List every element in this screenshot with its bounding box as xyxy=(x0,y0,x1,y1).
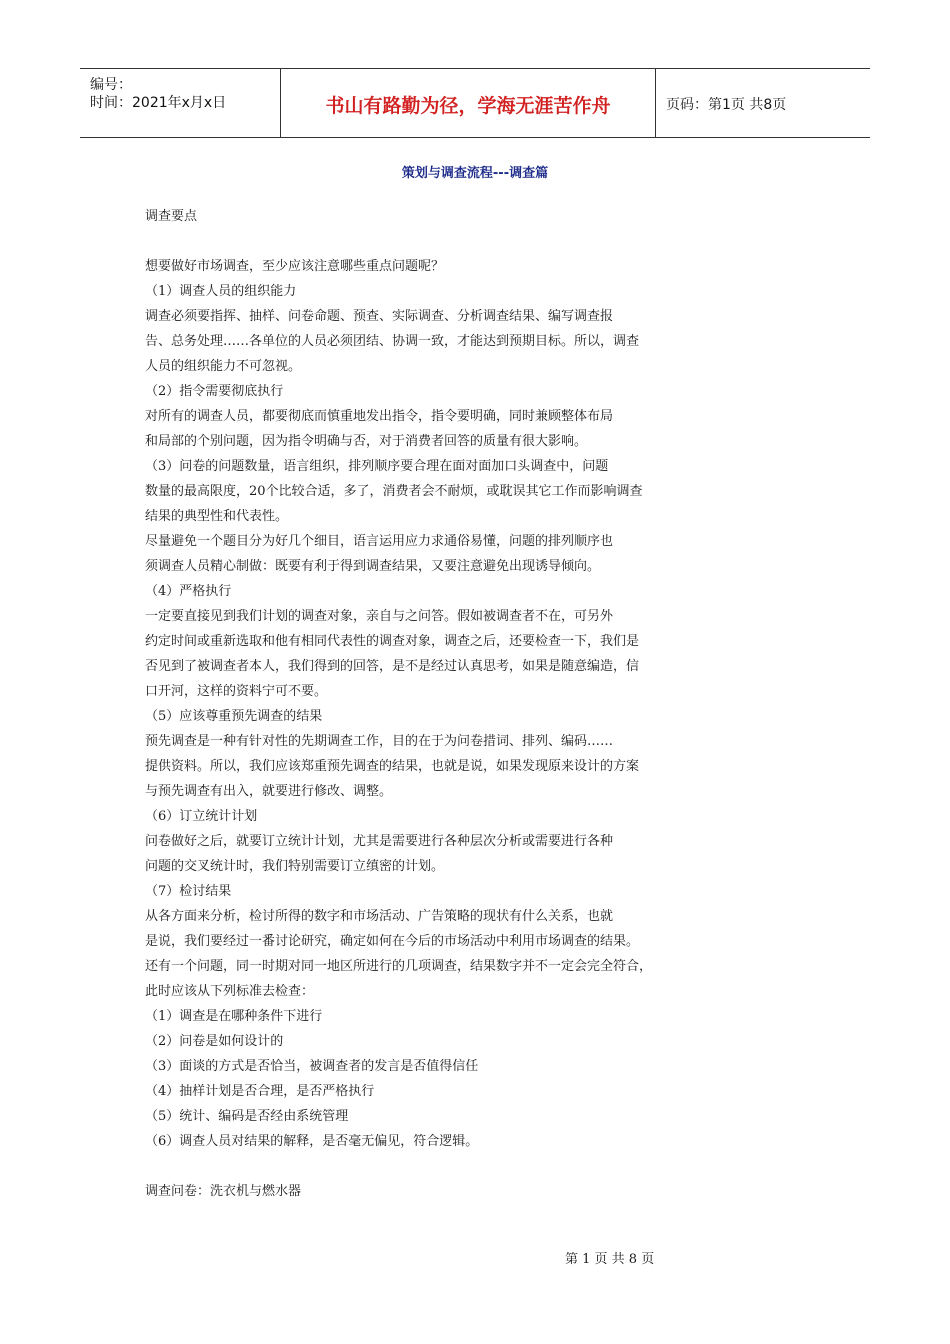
document-title: 策划与调查流程---调查篇 xyxy=(401,166,549,181)
body-line: （5）统计、编码是否经由系统管理 xyxy=(145,1109,349,1124)
body-line: 问卷做好之后，就要订立统计计划，尤其是需要进行各种层次分析或需要进行各种 xyxy=(145,834,614,849)
body-line: 否见到了被调查者本人，我们得到的回答，是不是经过认真思考，如果是随意编造，信 xyxy=(145,659,640,674)
body-line: （3）面谈的方式是否恰当，被调查者的发言是否值得信任 xyxy=(145,1059,479,1074)
body-line: （1）调查人员的组织能力 xyxy=(145,284,297,299)
body-line: （4）抽样计划是否合理，是否严格执行 xyxy=(145,1084,375,1099)
page-info: 页码：第1页 共8页 xyxy=(666,97,787,113)
header-meta-cell xyxy=(80,69,280,137)
body-line: （2）问卷是如何设计的 xyxy=(145,1034,284,1049)
body-line: 是说，我们要经过一番讨论研究，确定如何在今后的市场活动中利用市场调查的结果。 xyxy=(145,934,640,949)
number-label: 编号： xyxy=(90,77,132,93)
motto-text: 书山有路勤为径，学海无涯苦作舟 xyxy=(325,95,611,117)
body-line: 调查必须要指挥、抽样、问卷命题、预查、实际调查、分析调查结果、编写调查报 xyxy=(145,309,614,324)
body-line: 从各方面来分析，检讨所得的数字和市场活动、广告策略的现状有什么关系，也就 xyxy=(145,909,614,924)
body-line: （5）应该尊重预先调查的结果 xyxy=(145,709,323,724)
body-line: （4）严格执行 xyxy=(145,584,232,599)
body-line: 须调查人员精心制做：既要有利于得到调查结果，又要注意避免出现诱导倾向。 xyxy=(145,559,601,574)
body-line: 告、总务处理……各单位的人员必须团结、协调一致，才能达到预期目标。所以，调查 xyxy=(145,334,640,349)
body-line: 结果的典型性和代表性。 xyxy=(145,509,289,524)
body-line: 数量的最高限度，20个比较合适，多了，消费者会不耐烦，或耽误其它工作而影响调查 xyxy=(145,484,643,499)
body-line: 还有一个问题，同一时期对同一地区所进行的几项调查，结果数字并不一定会完全符合， xyxy=(145,959,653,974)
body-line: 与预先调查有出入，就要进行修改、调整。 xyxy=(145,784,393,799)
body-line: 此时应该从下列标准去检查： xyxy=(145,984,315,999)
body-line: 和局部的个别问题，因为指令明确与否，对于消费者回答的质量有很大影响。 xyxy=(145,434,588,449)
body-line: 一定要直接见到我们计划的调查对象，亲自与之问答。假如被调查者不在，可另外 xyxy=(145,609,614,624)
body-line: （1）调查是在哪种条件下进行 xyxy=(145,1009,323,1024)
body-line: 预先调查是一种有针对性的先期调查工作，目的在于为问卷措词、排列、编码…… xyxy=(145,734,614,749)
body-line: 调查要点 xyxy=(145,209,198,224)
body-line: （6）订立统计计划 xyxy=(145,809,258,824)
header-page-cell xyxy=(656,69,870,137)
header-motto-cell xyxy=(280,69,656,137)
page-header xyxy=(80,68,870,138)
body-line: 提供资料。所以，我们应该郑重预先调查的结果，也就是说，如果发现原来设计的方案 xyxy=(145,759,640,774)
body-line: 口开河，这样的资料宁可不要。 xyxy=(145,684,328,699)
body-line: （7）检讨结果 xyxy=(145,884,232,899)
body-line: 调查问卷：洗衣机与燃水器 xyxy=(145,1184,302,1199)
body-line: （3）问卷的问题数量，语言组织，排列顺序要合理在面对面加口头调查中，问题 xyxy=(145,459,609,474)
body-line: 约定时间或重新选取和他有相同代表性的调查对象，调查之后，还要检查一下，我们是 xyxy=(145,634,640,649)
body-line: （6）调查人员对结果的解释，是否毫无偏见，符合逻辑。 xyxy=(145,1134,479,1149)
body-line: 人员的组织能力不可忽视。 xyxy=(145,359,302,374)
body-line: 想要做好市场调查，至少应该注意哪些重点问题呢？ xyxy=(145,259,445,274)
body-line: 对所有的调查人员，都要彻底而慎重地发出指令，指令要明确，同时兼顾整体布局 xyxy=(145,409,614,424)
body-line: （2）指令需要彻底执行 xyxy=(145,384,284,399)
page-footer: 第 1 页 共 8 页 xyxy=(565,1252,655,1267)
body-line: 尽量避免一个题目分为好几个细目，语言运用应力求通俗易懂，问题的排列顺序也 xyxy=(145,534,614,549)
time-label: 时间：2021年x月x日 xyxy=(90,95,227,111)
body-line: 问题的交叉统计时，我们特别需要订立缜密的计划。 xyxy=(145,859,445,874)
